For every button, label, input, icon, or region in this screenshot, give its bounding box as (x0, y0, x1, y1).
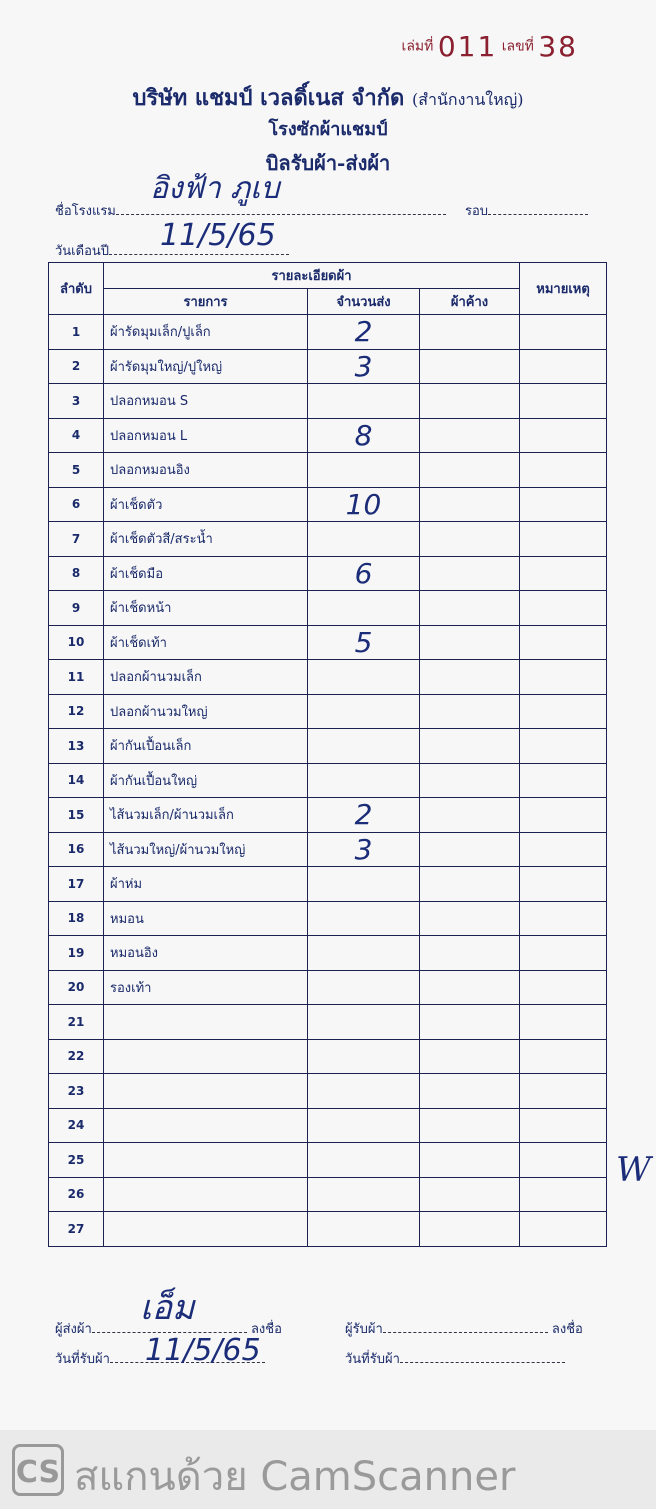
row-item: ผ้าเช็ดตัว (104, 487, 308, 522)
table-row (49, 1005, 607, 1040)
row-sent-qty: 8 (308, 418, 420, 453)
form-title: บิลรับผ้า-ส่งผ้า (265, 151, 391, 175)
sender-date-value: 11/5/65 (145, 1333, 261, 1368)
row-item: หมอนอิง (104, 936, 308, 971)
book-no: 011 (437, 30, 498, 63)
company-title: บริษัท แชมป์ เวลดิ์เนส จำกัด (132, 85, 405, 111)
header-item: รายการ (104, 289, 308, 315)
row-number: 9 (49, 591, 104, 626)
row-pending (420, 1177, 520, 1212)
row-sent-qty (308, 1074, 420, 1109)
row-pending (420, 418, 520, 453)
row-sent-qty (308, 1212, 420, 1247)
book-label: เล่มที่ (401, 38, 434, 55)
row-sent-qty (308, 901, 420, 936)
row-item (104, 1039, 308, 1074)
row-number: 21 (49, 1005, 104, 1040)
table-row (49, 694, 607, 729)
row-item: ผ้ากันเปื้อนใหญ่ (104, 763, 308, 798)
row-remark (520, 694, 607, 729)
table-row (49, 729, 607, 764)
header-details: รายละเอียดผ้า (104, 263, 520, 289)
table-row (49, 1177, 607, 1212)
row-remark (520, 867, 607, 902)
date-label: วันเดือนปี (55, 244, 110, 259)
row-sent-qty (308, 970, 420, 1005)
row-item (104, 1005, 308, 1040)
row-pending (420, 625, 520, 660)
row-remark (520, 522, 607, 557)
round-value (488, 214, 588, 215)
row-number: 15 (49, 798, 104, 833)
row-item: ปลอกหมอน S (104, 384, 308, 419)
row-item: ผ้ารัดมุมเล็ก/ปูเล็ก (104, 315, 308, 350)
row-number: 13 (49, 729, 104, 764)
row-pending (420, 522, 520, 557)
row-number: 6 (49, 487, 104, 522)
row-sent-qty (308, 694, 420, 729)
row-remark (520, 1212, 607, 1247)
row-pending (420, 867, 520, 902)
table-row (49, 936, 607, 971)
row-pending (420, 1039, 520, 1074)
row-number: 19 (49, 936, 104, 971)
table-row (49, 1039, 607, 1074)
header-sent: จำนวนส่ง (308, 289, 420, 315)
row-remark (520, 660, 607, 695)
row-sent-qty (308, 763, 420, 798)
row-item (104, 1177, 308, 1212)
sender-sign-label: ลงชื่อ (250, 1322, 282, 1337)
row-number: 4 (49, 418, 104, 453)
table-row (49, 625, 607, 660)
row-item: ผ้าเช็ดหน้า (104, 591, 308, 626)
row-number: 26 (49, 1177, 104, 1212)
row-sent-qty (308, 1108, 420, 1143)
row-item: ผ้าเช็ดตัวสี/สระน้ำ (104, 522, 308, 557)
table-row (49, 522, 607, 557)
row-sent-qty: 3 (308, 349, 420, 384)
row-remark (520, 315, 607, 350)
row-pending (420, 1143, 520, 1178)
row-sent-qty (308, 384, 420, 419)
row-number: 23 (49, 1074, 104, 1109)
row-pending (420, 798, 520, 833)
row-remark (520, 1108, 607, 1143)
receiver-date-row (345, 1348, 565, 1369)
row-pending (420, 763, 520, 798)
row-sent-qty (308, 522, 420, 557)
row-sent-qty: 2 (308, 798, 420, 833)
row-number: 3 (49, 384, 104, 419)
table-row (49, 453, 607, 488)
row-sent-qty (308, 936, 420, 971)
row-pending (420, 591, 520, 626)
row-number: 16 (49, 832, 104, 867)
row-remark (520, 729, 607, 764)
row-pending (420, 487, 520, 522)
row-sent-qty (308, 1039, 420, 1074)
date-value: 11/5/65 (160, 218, 276, 253)
row-number: 1 (49, 315, 104, 350)
row-sent-qty (308, 1143, 420, 1178)
margin-mark: W (616, 1150, 651, 1190)
row-sent-qty (308, 660, 420, 695)
row-remark (520, 832, 607, 867)
row-item: ผ้ารัดมุมใหญ่/ปูใหญ่ (104, 349, 308, 384)
row-sent-qty (308, 1177, 420, 1212)
row-remark (520, 901, 607, 936)
hotel-value: อิงฟ้า ภูเบ (150, 171, 280, 206)
table-row (49, 556, 607, 591)
row-number: 22 (49, 1039, 104, 1074)
row-pending (420, 1005, 520, 1040)
row-sent-qty (308, 453, 420, 488)
row-pending (420, 660, 520, 695)
table-row (49, 349, 607, 384)
row-item: ปลอกหมอน L (104, 418, 308, 453)
row-pending (420, 1212, 520, 1247)
row-item: ผ้ากันเปื้อนเล็ก (104, 729, 308, 764)
row-sent-qty: 2 (308, 315, 420, 350)
row-pending (420, 453, 520, 488)
row-number: 12 (49, 694, 104, 729)
row-pending (420, 936, 520, 971)
table-row (49, 970, 607, 1005)
row-number: 10 (49, 625, 104, 660)
row-remark (520, 556, 607, 591)
row-pending (420, 1074, 520, 1109)
row-remark (520, 625, 607, 660)
row-pending (420, 384, 520, 419)
receiver-sign-row (345, 1318, 583, 1339)
row-pending (420, 694, 520, 729)
row-remark (520, 487, 607, 522)
row-item (104, 1143, 308, 1178)
row-remark (520, 591, 607, 626)
row-number: 24 (49, 1108, 104, 1143)
row-item (104, 1074, 308, 1109)
row-pending (420, 1108, 520, 1143)
row-pending (420, 349, 520, 384)
round-field (465, 200, 588, 221)
company-branch: (สำนักงานใหญ่) (411, 90, 524, 109)
table-row (49, 763, 607, 798)
row-sent-qty (308, 729, 420, 764)
table-row (49, 1212, 607, 1247)
row-number: 17 (49, 867, 104, 902)
row-number: 2 (49, 349, 104, 384)
company-name (0, 80, 656, 115)
sender-signature: เอ็ม (140, 1288, 195, 1328)
row-remark (520, 1005, 607, 1040)
row-number: 25 (49, 1143, 104, 1178)
table-row (49, 867, 607, 902)
row-remark (520, 384, 607, 419)
scanner-watermark (0, 1430, 656, 1509)
row-pending (420, 729, 520, 764)
table-row (49, 418, 607, 453)
row-sent-qty (308, 591, 420, 626)
row-sent-qty: 3 (308, 832, 420, 867)
receiver-date-label: วันที่รับผ้า (345, 1352, 400, 1367)
row-remark (520, 936, 607, 971)
row-item: ปลอกผ้านวมเล็ก (104, 660, 308, 695)
factory-name: โรงซักผ้าแชมป์ (268, 119, 388, 140)
row-item: ผ้าเช็ดเท้า (104, 625, 308, 660)
row-item: ผ้าเช็ดมือ (104, 556, 308, 591)
row-item: ไส้นวมใหญ่/ผ้านวมใหญ่ (104, 832, 308, 867)
row-number: 14 (49, 763, 104, 798)
row-item: ปลอกผ้านวมใหญ่ (104, 694, 308, 729)
row-remark (520, 418, 607, 453)
row-item: หมอน (104, 901, 308, 936)
camscanner-text: สแกนด้วย CamScanner (74, 1454, 516, 1500)
row-sent-qty: 5 (308, 625, 420, 660)
table-row (49, 487, 607, 522)
table-row (49, 901, 607, 936)
book-number (402, 30, 578, 63)
row-number: 11 (49, 660, 104, 695)
row-remark (520, 798, 607, 833)
table-row (49, 384, 607, 419)
row-item (104, 1212, 308, 1247)
row-item: ผ้าห่ม (104, 867, 308, 902)
row-item: รองเท้า (104, 970, 308, 1005)
header-pending: ผ้าค้าง (420, 289, 520, 315)
row-sent-qty: 6 (308, 556, 420, 591)
table-row (49, 591, 607, 626)
doc-no-label: เลขที่ (501, 38, 534, 55)
row-number: 18 (49, 901, 104, 936)
row-remark (520, 349, 607, 384)
receiver-label: ผู้รับผ้า (345, 1322, 383, 1337)
header-no: ลำดับ (49, 263, 104, 315)
sender-label: ผู้ส่งผ้า (55, 1322, 92, 1337)
row-sent-qty (308, 867, 420, 902)
row-number: 7 (49, 522, 104, 557)
table-row (49, 798, 607, 833)
row-sent-qty (308, 1005, 420, 1040)
table-row (49, 660, 607, 695)
row-number: 5 (49, 453, 104, 488)
row-remark (520, 763, 607, 798)
row-number: 20 (49, 970, 104, 1005)
table-row (49, 1108, 607, 1143)
row-remark (520, 1039, 607, 1074)
row-number: 27 (49, 1212, 104, 1247)
round-label: รอบ (465, 204, 489, 219)
sender-date-label: วันที่รับผ้า (55, 1352, 110, 1367)
doc-no: 38 (538, 30, 578, 63)
row-pending (420, 556, 520, 591)
row-pending (420, 315, 520, 350)
laundry-table (48, 262, 607, 1247)
row-pending (420, 901, 520, 936)
row-remark (520, 453, 607, 488)
row-item: ปลอกหมอนอิง (104, 453, 308, 488)
receiver-sign-label: ลงชื่อ (551, 1322, 583, 1337)
header-remark: หมายเหตุ (520, 263, 607, 315)
row-pending (420, 832, 520, 867)
table-row (49, 315, 607, 350)
row-sent-qty: 10 (308, 487, 420, 522)
camscanner-logo: CS (12, 1444, 64, 1496)
row-remark (520, 1143, 607, 1178)
row-pending (420, 970, 520, 1005)
table-row (49, 832, 607, 867)
table-row (49, 1074, 607, 1109)
row-item: ไส้นวมเล็ก/ผ้านวมเล็ก (104, 798, 308, 833)
row-remark (520, 970, 607, 1005)
row-remark (520, 1074, 607, 1109)
table-row (49, 1143, 607, 1178)
row-remark (520, 1177, 607, 1212)
hotel-label: ชื่อโรงแรม (55, 204, 116, 219)
row-number: 8 (49, 556, 104, 591)
row-item (104, 1108, 308, 1143)
